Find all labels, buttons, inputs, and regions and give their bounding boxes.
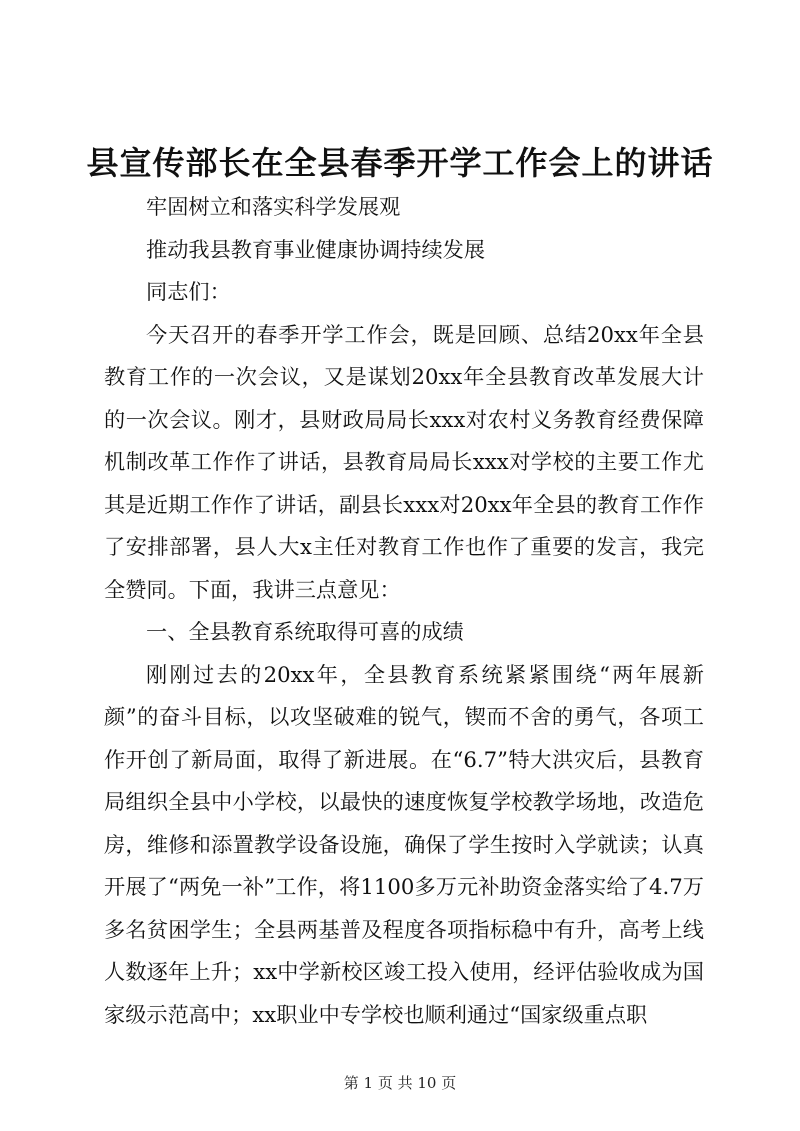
section-heading-1: 一、全县教育系统取得可喜的成绩 [146, 619, 464, 644]
subtitle-line-2: 推动我县教育事业健康协调持续发展 [146, 236, 486, 262]
page-footer: 第 1 页 共 10 页 [343, 1074, 457, 1092]
subtitle-line-1: 牢固树立和落实科学发展观 [146, 194, 401, 219]
salutation: 同志们： [146, 279, 231, 304]
document-body [104, 186, 704, 1036]
paragraph-opening: 今天召开的春季开学工作会，既是回顾、总结20xx年全县教育工作的一次会议，又是谋划20xx年全县教育改革发展大计的一次会议。刚才，县财政局局长xxx对农村义务教育经费保障机制改革工作作了讲话，县教育局局长xxx对学校的主要工作尤其是近期工作作了讲话，副县长xxx对20xx年全县的教育工作作了安排部署，县人大x主任对教育工作也作了重要的发言，我完全赞同。下面，我讲三点意见： [104, 321, 704, 602]
document-title: 县宣传部长在全县春季开学工作会上的讲话 [86, 144, 714, 182]
paragraph-achievements: 刚刚过去的20xx年，全县教育系统紧紧围绕“两年展新颜”的奋斗目标，以攻坚破难的锐气，锲而不舍的勇气，各项工作开创了新局面，取得了新进展。在“6.7”特大洪灾后，县教育局组织全县中小学校，以最快的速度恢复学校教学场地，改造危房，维修和添置教学设备设施，确保了学生按时入学就读；认真开展了“两免一补”工作，将1100多万元补助资金落实给了4.7万多名贫困学生；全县两基普及程度各项指标稳中有升，高考上线人数逐年上升；xx中学新校区竣工投入使用，经评估验收成为国家级示范高中；xx职业中专学校也顺利通过“国家级重点职 [104, 661, 704, 1027]
